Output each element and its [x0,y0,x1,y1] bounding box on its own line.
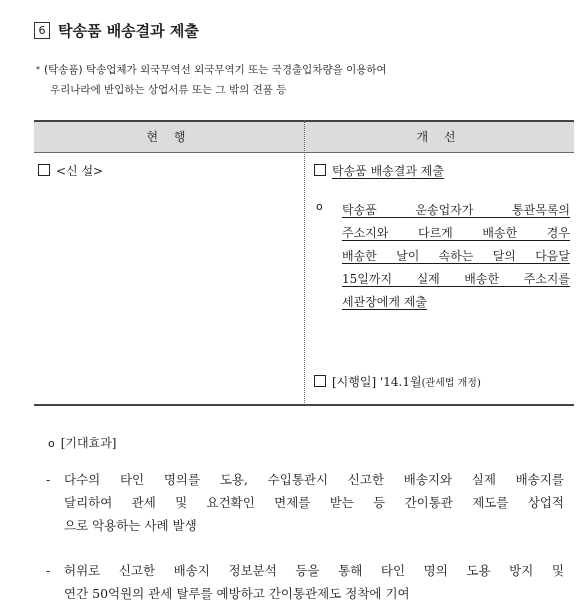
header-current: 현 행 [146,130,192,144]
checkbox-square [38,164,50,176]
effective-label: [시행일] '14.1월 [332,375,422,389]
note-line-1: (탁송품) 탁송업체가 외국무역선 외국무역기 또는 국경출입차량을 이용하여 [44,64,387,76]
effect-dash: - [46,563,51,578]
effective-note: (관세법 개정) [421,378,481,389]
bullet-marker: o [316,200,323,213]
effect-line: 으로 악용하는 사례 발생 [64,518,197,533]
checkbox-square [314,164,326,176]
improved-title-row [314,162,444,179]
effective-date [314,373,481,390]
effect-dash: - [46,472,51,487]
column-divider [304,120,305,405]
bullet-line: 세관장에게 제출 [342,295,427,309]
section-number: 6 [34,22,50,39]
bullet-line: 탁송품 운송업자가 통관목록의 [342,203,570,217]
effects-bullet-marker: o [48,437,55,450]
table-bottom-border [34,404,574,406]
comparison-table [34,120,574,405]
header-improved: 개 선 [416,130,462,144]
effect-line: 달리하여 관세 및 요건확인 면제를 받는 등 간이통관 제도를 상업적 [64,495,564,510]
section-heading [34,20,199,41]
bullet-line: 배송한 날이 속하는 달의 다음달 [342,249,570,263]
effect-line: 허위로 신고한 배송지 정보분석 등을 통해 타인 명의 도용 방지 및 [64,563,564,578]
current-text: <신 설> [56,164,104,178]
improved-bullet [316,200,576,330]
note-marker: * [36,65,40,74]
current-cell [38,162,103,179]
checkbox-square [314,375,326,387]
section-title: 탁송품 배송결과 제출 [58,22,199,40]
improved-title: 탁송품 배송결과 제출 [332,164,444,178]
definition-note [36,60,387,100]
effect-item-1 [46,468,566,540]
effect-line: 연간 50억원의 관세 탈루를 예방하고 간이통관제도 정착에 기여 [64,586,410,601]
effect-item-2 [46,559,566,605]
bullet-line: 15일까지 실제 배송한 주소지를 [342,272,570,286]
note-line-2: 우리나라에 반입하는 상업서류 또는 그 밖의 견품 등 [50,84,287,96]
effects-title: [기대효과] [60,436,117,450]
effect-line: 다수의 타인 명의를 도용, 수입통관시 신고한 배송지와 실제 배송지를 [64,472,564,487]
bullet-line: 주소지와 다르게 배송한 경우 [342,226,570,240]
bullet-text [342,200,570,315]
effects-heading [48,434,116,451]
